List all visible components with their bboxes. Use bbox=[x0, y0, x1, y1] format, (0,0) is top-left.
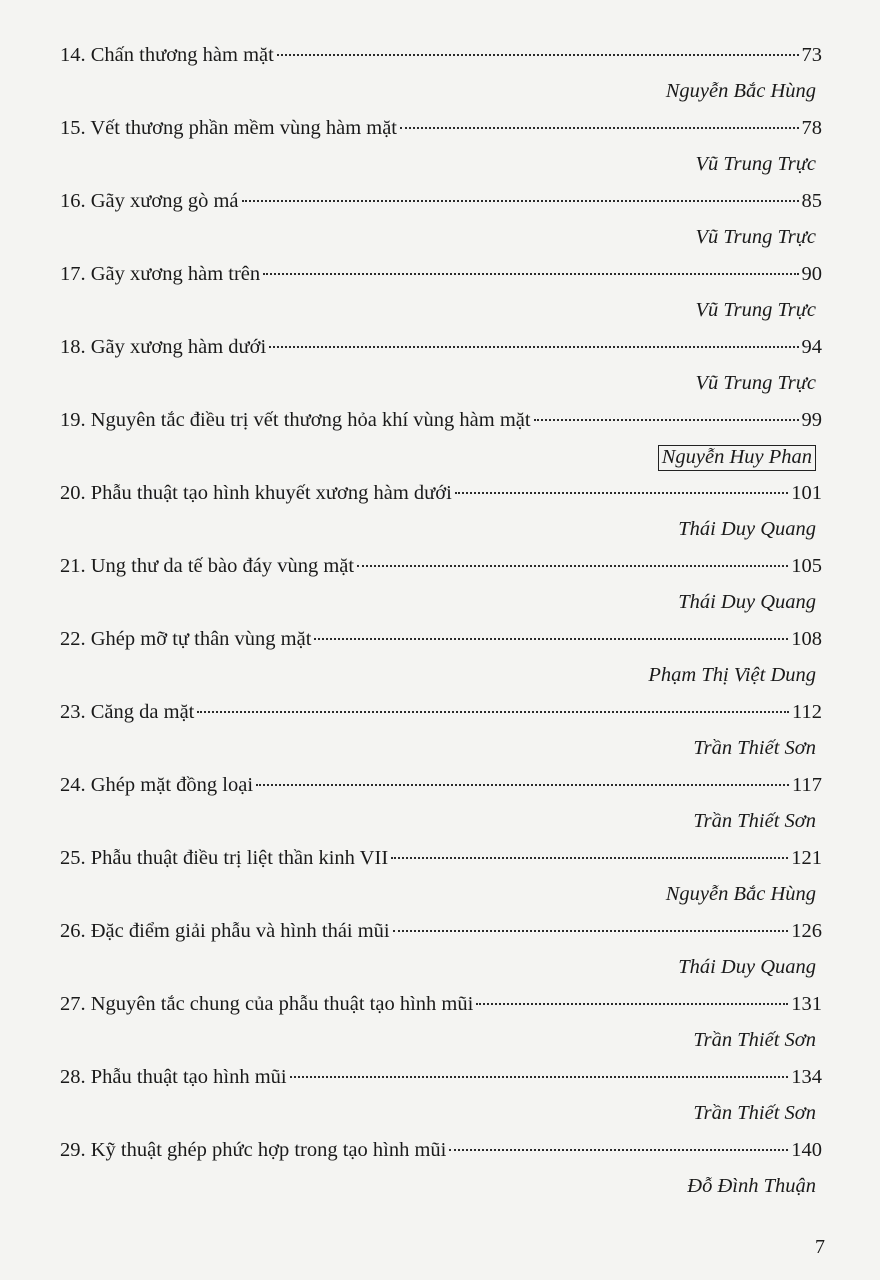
toc-entry-author-line bbox=[60, 1175, 822, 1212]
dot-leader bbox=[476, 1003, 788, 1005]
toc-entry-page: 117 bbox=[792, 774, 822, 796]
toc-entry-author-line bbox=[60, 591, 822, 628]
toc-entry-author-line bbox=[60, 956, 822, 993]
toc-entry-page: 121 bbox=[791, 847, 822, 869]
toc-entry-author-line bbox=[60, 445, 822, 482]
toc-entry-author-line bbox=[60, 518, 822, 555]
toc-entry bbox=[60, 993, 822, 1066]
toc-entry-title: 14. Chấn thương hàm mặt bbox=[60, 44, 274, 66]
toc-entry-title: 16. Gãy xương gò má bbox=[60, 190, 239, 212]
toc-entry-author-line bbox=[60, 153, 822, 190]
toc-entry-author: Phạm Thị Việt Dung bbox=[648, 664, 816, 686]
toc-entry bbox=[60, 117, 822, 190]
toc-entry-row[interactable] bbox=[60, 701, 822, 737]
toc-entry bbox=[60, 920, 822, 993]
toc-entry-title: 22. Ghép mỡ tự thân vùng mặt bbox=[60, 628, 312, 650]
toc-entry-page: 90 bbox=[801, 263, 822, 285]
toc-entry-page: 85 bbox=[801, 190, 822, 212]
toc-entry-author: Vũ Trung Trực bbox=[695, 299, 816, 321]
dot-leader bbox=[277, 54, 799, 56]
dot-leader bbox=[357, 565, 788, 567]
toc-entry-row[interactable] bbox=[60, 774, 822, 810]
toc-entry bbox=[60, 190, 822, 263]
toc-entry-author: Đỗ Đình Thuận bbox=[687, 1175, 816, 1197]
toc-entry bbox=[60, 1139, 822, 1212]
toc-entry bbox=[60, 774, 822, 847]
dot-leader bbox=[314, 638, 788, 640]
toc-entry-author: Vũ Trung Trực bbox=[695, 153, 816, 175]
toc-entry-author: Nguyễn Bắc Hùng bbox=[665, 80, 816, 102]
toc-entry-page: 101 bbox=[791, 482, 822, 504]
toc-entry-page: 140 bbox=[791, 1139, 822, 1161]
toc-entry bbox=[60, 336, 822, 409]
toc-entry-page: 73 bbox=[801, 44, 822, 66]
dot-leader bbox=[449, 1149, 788, 1151]
toc-entry-title: 26. Đặc điểm giải phẫu và hình thái mũi bbox=[60, 920, 390, 942]
dot-leader bbox=[197, 711, 789, 713]
toc-entry-title: 19. Nguyên tắc điều trị vết thương hỏa khí vùng hàm mặt bbox=[60, 409, 531, 431]
dot-leader bbox=[400, 127, 799, 129]
toc-entry-row[interactable] bbox=[60, 190, 822, 226]
toc-entry bbox=[60, 482, 822, 555]
toc-entry-title: 23. Căng da mặt bbox=[60, 701, 195, 723]
toc-entry-author-line bbox=[60, 810, 822, 847]
toc-entry-row[interactable] bbox=[60, 263, 822, 299]
toc-entry-author: Trần Thiết Sơn bbox=[693, 737, 816, 759]
toc-entry-title: 27. Nguyên tắc chung của phẫu thuật tạo hình mũi bbox=[60, 993, 474, 1015]
toc-entry-title: 29. Kỹ thuật ghép phức hợp trong tạo hình mũi bbox=[60, 1139, 447, 1161]
toc-entry bbox=[60, 44, 822, 117]
toc-entry-author-line bbox=[60, 737, 822, 774]
dot-leader bbox=[290, 1076, 789, 1078]
toc-entry-author-line bbox=[60, 372, 822, 409]
toc-entry bbox=[60, 628, 822, 701]
toc-entry bbox=[60, 1066, 822, 1139]
toc-entry-title: 28. Phẫu thuật tạo hình mũi bbox=[60, 1066, 287, 1088]
dot-leader bbox=[263, 273, 798, 275]
toc-entry-author-line bbox=[60, 1029, 822, 1066]
toc-entry-title: 18. Gãy xương hàm dưới bbox=[60, 336, 267, 358]
toc-entry-title: 17. Gãy xương hàm trên bbox=[60, 263, 261, 285]
toc-entry-author: Trần Thiết Sơn bbox=[693, 1029, 816, 1051]
toc-entry-author: Nguyễn Bắc Hùng bbox=[665, 883, 816, 905]
toc-entry-author: Vũ Trung Trực bbox=[695, 226, 816, 248]
toc-entry-page: 108 bbox=[791, 628, 822, 650]
toc-entry-author: Trần Thiết Sơn bbox=[693, 1102, 816, 1124]
dot-leader bbox=[256, 784, 789, 786]
toc-entry-row[interactable] bbox=[60, 1066, 822, 1102]
toc-entry bbox=[60, 555, 822, 628]
dot-leader bbox=[269, 346, 798, 348]
toc-entry bbox=[60, 263, 822, 336]
toc-entry-page: 99 bbox=[801, 409, 822, 431]
toc-entry-row[interactable] bbox=[60, 1139, 822, 1175]
toc-entry bbox=[60, 409, 822, 482]
toc-entry-title: 24. Ghép mặt đồng loại bbox=[60, 774, 254, 796]
toc-entry-title: 15. Vết thương phần mềm vùng hàm mặt bbox=[60, 117, 397, 139]
toc-entry-page: 126 bbox=[791, 920, 822, 942]
toc-entry-page: 105 bbox=[791, 555, 822, 577]
toc-entry-page: 131 bbox=[791, 993, 822, 1015]
toc-entry-author-line bbox=[60, 80, 822, 117]
toc-entry-title: 25. Phẫu thuật điều trị liệt thần kinh VII bbox=[60, 847, 389, 869]
page-number: 7 bbox=[815, 1236, 825, 1258]
toc-entry-author-line bbox=[60, 299, 822, 336]
toc-entry-page: 134 bbox=[791, 1066, 822, 1088]
toc-entry-author: Thái Duy Quang bbox=[678, 518, 816, 540]
toc-entry-page: 112 bbox=[792, 701, 822, 723]
dot-leader bbox=[534, 419, 799, 421]
toc-entry-row[interactable] bbox=[60, 336, 822, 372]
toc-entry bbox=[60, 847, 822, 920]
toc-entry-author-line bbox=[60, 883, 822, 920]
toc-entry-page: 78 bbox=[801, 117, 822, 139]
toc-entry-author-line bbox=[60, 226, 822, 263]
toc-entry-row[interactable] bbox=[60, 847, 822, 883]
toc-entry-row[interactable] bbox=[60, 409, 822, 445]
toc-entry-row[interactable] bbox=[60, 993, 822, 1029]
toc-entry-row[interactable] bbox=[60, 628, 822, 664]
toc-entry-author: Trần Thiết Sơn bbox=[693, 810, 816, 832]
toc-entry-row[interactable] bbox=[60, 117, 822, 153]
toc-entry-author: Thái Duy Quang bbox=[678, 956, 816, 978]
toc-entry-row[interactable] bbox=[60, 44, 822, 80]
toc-entry-page: 94 bbox=[801, 336, 822, 358]
toc-entry-row[interactable] bbox=[60, 555, 822, 591]
dot-leader bbox=[393, 930, 789, 932]
toc-entry-row[interactable] bbox=[60, 920, 822, 956]
toc-entry-title: 21. Ung thư da tế bào đáy vùng mặt bbox=[60, 555, 355, 577]
toc-entry-author: Nguyễn Huy Phan bbox=[658, 445, 816, 471]
toc-entry-row[interactable] bbox=[60, 482, 822, 518]
toc-entry-author-line bbox=[60, 1102, 822, 1139]
toc-entry bbox=[60, 701, 822, 774]
toc-entry-title: 20. Phẫu thuật tạo hình khuyết xương hàm dưới bbox=[60, 482, 452, 504]
dot-leader bbox=[391, 857, 788, 859]
dot-leader bbox=[455, 492, 788, 494]
toc-entry-author-line bbox=[60, 664, 822, 701]
toc-entry-author: Vũ Trung Trực bbox=[695, 372, 816, 394]
table-of-contents bbox=[60, 44, 822, 1212]
toc-entry-author: Thái Duy Quang bbox=[678, 591, 816, 613]
dot-leader bbox=[242, 200, 799, 202]
